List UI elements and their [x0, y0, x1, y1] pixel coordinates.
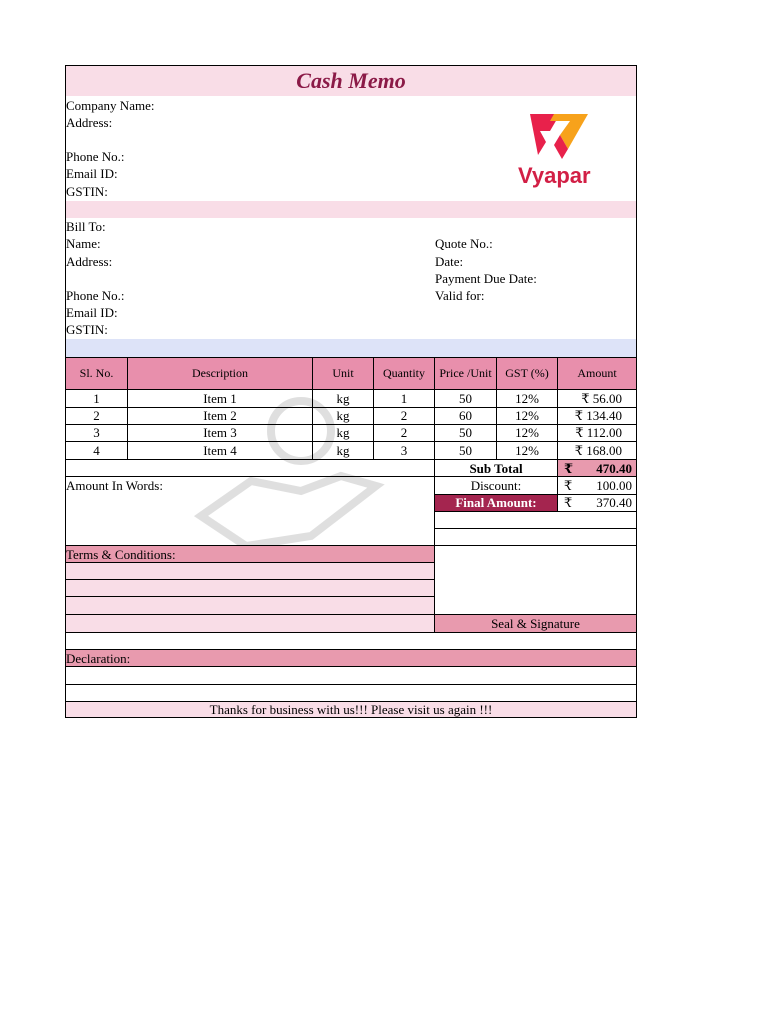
row4-gst: 12%: [515, 443, 539, 458]
row2-price: 60: [459, 408, 472, 423]
row3-price: 50: [459, 425, 472, 440]
quote-no-label: Quote No.:: [435, 236, 493, 251]
bill-to-address-label: Address:: [66, 254, 113, 269]
col-header-unit: Unit: [313, 358, 373, 389]
row3-gst: 12%: [515, 425, 539, 440]
row2-gst: 12%: [515, 408, 539, 423]
terms-label: Terms & Conditions:: [66, 547, 176, 562]
row3-quantity: 2: [400, 425, 408, 440]
bill-to-email-label: Email ID:: [66, 305, 118, 320]
company-address-label: Address:: [66, 115, 113, 130]
vyapar-logo-icon: [516, 111, 606, 161]
terms-line-1: [66, 563, 434, 579]
bill-to-gstin-label: GSTIN:: [66, 322, 108, 337]
company-phone-label: Phone No.:: [66, 149, 125, 164]
col-header-description: Description: [128, 358, 312, 389]
valid-for-label: Valid for:: [435, 288, 485, 303]
row1-price: 50: [459, 391, 472, 406]
col-header-gst: GST (%): [497, 358, 557, 389]
separator-band: [66, 201, 636, 218]
row2-sl: 2: [93, 408, 100, 423]
discount-value: 100.00: [596, 478, 632, 493]
row4-quantity: 3: [400, 443, 408, 458]
final-amount-label: Final Amount:: [455, 495, 537, 510]
terms-line-4: [66, 615, 434, 632]
col-header-amount: Amount: [558, 358, 636, 389]
sub-total-currency: ₹: [564, 461, 574, 476]
discount-label: Discount:: [470, 478, 522, 493]
final-amount-value: 370.40: [596, 495, 632, 510]
seal-signature-label: Seal & Signature: [491, 616, 580, 631]
amount-in-words-label: Amount In Words:: [66, 478, 163, 493]
row2-description: Item 2: [203, 408, 237, 423]
col-header-sl: Sl. No.: [66, 358, 127, 389]
vyapar-logo: [516, 111, 606, 193]
row1-gst: 12%: [515, 391, 539, 406]
bill-to-heading: Bill To:: [66, 219, 106, 234]
row3-description: Item 3: [203, 425, 237, 440]
discount-currency: ₹: [564, 478, 573, 493]
footer-thanks: Thanks for business with us!!! Please visit us again !!!: [209, 702, 493, 717]
row2-amount: ₹ 134.40: [574, 408, 622, 423]
sub-total-value: 470.40: [596, 461, 632, 476]
date-label: Date:: [435, 254, 464, 269]
declaration-label: Declaration:: [66, 651, 131, 666]
sub-total-label: Sub Total: [469, 461, 523, 476]
logo-wordmark: Vyapar: [518, 163, 591, 188]
row3-amount: ₹ 112.00: [575, 425, 622, 440]
row4-price: 50: [459, 443, 472, 458]
company-name-label: Company Name:: [66, 98, 155, 113]
blue-band: [66, 339, 636, 357]
row3-unit: kg: [336, 425, 350, 440]
row1-unit: kg: [336, 391, 350, 406]
col-header-quantity: Quantity: [374, 358, 434, 389]
company-email-label: Email ID:: [66, 166, 118, 181]
row4-unit: kg: [336, 443, 350, 458]
col-header-price: Price /Unit: [435, 358, 496, 389]
terms-line-3: [66, 597, 434, 614]
row4-amount: ₹ 168.00: [574, 443, 622, 458]
row2-unit: kg: [336, 408, 350, 423]
cash-memo-sheet: [65, 65, 637, 718]
row1-quantity: 1: [400, 391, 408, 406]
final-amount-currency: ₹: [564, 495, 573, 510]
bill-to-name-label: Name:: [66, 236, 101, 251]
row4-sl: 4: [93, 443, 100, 458]
bill-to-phone-label: Phone No.:: [66, 288, 125, 303]
row1-amount: ₹ 56.00: [581, 391, 622, 406]
row4-description: Item 4: [203, 443, 237, 458]
payment-due-label: Payment Due Date:: [435, 271, 537, 286]
row1-description: Item 1: [203, 391, 237, 406]
page-title: Cash Memo: [66, 66, 636, 96]
declaration-bg: [66, 650, 636, 666]
company-gstin-label: GSTIN:: [66, 184, 108, 199]
row2-quantity: 2: [400, 408, 408, 423]
terms-line-2: [66, 580, 434, 596]
row1-sl: 1: [93, 391, 100, 406]
row3-sl: 3: [93, 425, 100, 440]
